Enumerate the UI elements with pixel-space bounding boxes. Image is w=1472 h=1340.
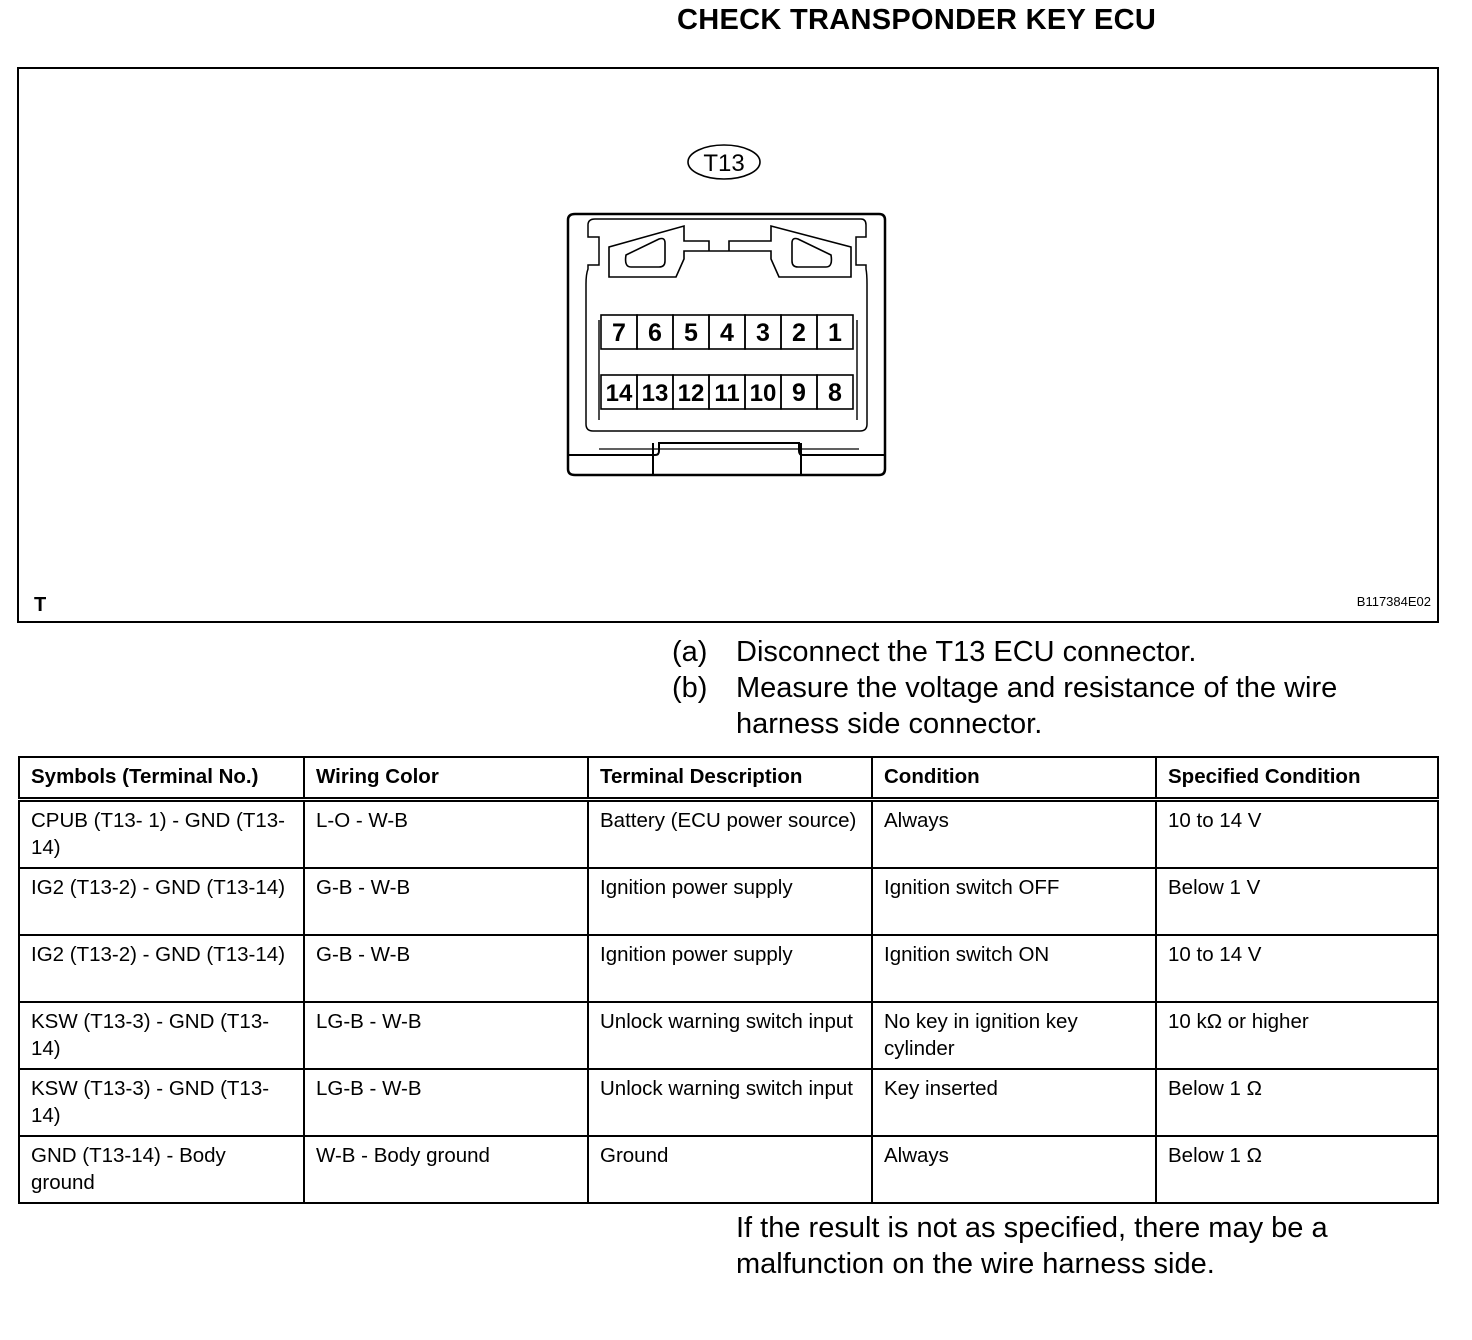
header-terminal-description: Terminal Description	[588, 757, 872, 800]
pin-number: 12	[677, 380, 705, 407]
cell-specified-condition: Below 1 Ω	[1156, 1136, 1438, 1203]
connector-figure	[17, 67, 1439, 623]
cell-terminal-description: Battery (ECU power source)	[588, 800, 872, 869]
cell-specified-condition: 10 to 14 V	[1156, 800, 1438, 869]
cell-wiring-color: G-B - W-B	[304, 868, 588, 935]
pin-number: 11	[714, 380, 740, 407]
cell-terminal-description: Unlock warning switch input	[588, 1002, 872, 1069]
cell-symbols: CPUB (T13- 1) - GND (T13- 14)	[19, 800, 304, 869]
pin-number: 5	[684, 319, 698, 347]
connector-diagram	[19, 69, 1437, 621]
procedure-steps	[672, 634, 1386, 742]
cell-specified-condition: 10 kΩ or higher	[1156, 1002, 1438, 1069]
cell-specified-condition: 10 to 14 V	[1156, 935, 1438, 1002]
cell-wiring-color: LG-B - W-B	[304, 1069, 588, 1136]
header-condition: Condition	[872, 757, 1156, 800]
pin-number: 7	[612, 319, 626, 347]
cell-symbols: KSW (T13-3) - GND (T13-14)	[19, 1002, 304, 1069]
connector-label: T13	[703, 150, 745, 177]
table-header-row	[19, 757, 1438, 800]
pin-number: 3	[756, 319, 770, 347]
pin-number: 2	[792, 319, 806, 347]
cell-condition: Always	[872, 800, 1156, 869]
cell-wiring-color: W-B - Body ground	[304, 1136, 588, 1203]
step-label: (a)	[672, 636, 708, 668]
pin-row-top	[601, 315, 853, 349]
table-row	[19, 800, 1438, 869]
specification-table	[18, 756, 1439, 1204]
table-row	[19, 1069, 1438, 1136]
cell-wiring-color: L-O - W-B	[304, 800, 588, 869]
cell-symbols: GND (T13-14) - Body ground	[19, 1136, 304, 1203]
cell-condition: Always	[872, 1136, 1156, 1203]
pin-number: 6	[648, 319, 662, 347]
latch-window-right	[792, 239, 831, 268]
cell-symbols: IG2 (T13-2) - GND (T13-14)	[19, 868, 304, 935]
cell-wiring-color: LG-B - W-B	[304, 1002, 588, 1069]
pin-number: 14	[605, 380, 633, 407]
connector-latch	[609, 226, 851, 277]
header-wiring-color: Wiring Color	[304, 757, 588, 800]
pin-number: 4	[720, 319, 734, 347]
pin-number: 13	[641, 380, 669, 407]
cell-specified-condition: Below 1 Ω	[1156, 1069, 1438, 1136]
cell-wiring-color: G-B - W-B	[304, 935, 588, 1002]
step-b	[672, 670, 1386, 742]
figure-corner-label: T	[34, 594, 47, 616]
pin-number: 9	[792, 379, 806, 407]
header-specified-condition: Specified Condition	[1156, 757, 1438, 800]
cell-terminal-description: Ignition power supply	[588, 935, 872, 1002]
cell-specified-condition: Below 1 V	[1156, 868, 1438, 935]
step-text: Measure the voltage and resistance of the wire harness side connector.	[736, 672, 1338, 740]
table-row	[19, 935, 1438, 1002]
cell-condition: No key in ignition key cylinder	[872, 1002, 1156, 1069]
table-row	[19, 868, 1438, 935]
result-note: If the result is not as specified, there may be a malfunction on the wire harness side.	[736, 1212, 1328, 1280]
cell-condition: Ignition switch ON	[872, 935, 1156, 1002]
table-row	[19, 1136, 1438, 1203]
cell-terminal-description: Unlock warning switch input	[588, 1069, 872, 1136]
cell-condition: Ignition switch OFF	[872, 868, 1156, 935]
cell-terminal-description: Ignition power supply	[588, 868, 872, 935]
pin-number: 1	[828, 319, 842, 347]
step-text: Disconnect the T13 ECU connector.	[736, 636, 1197, 668]
latch-window-left	[626, 239, 665, 268]
header-symbols: Symbols (Terminal No.)	[19, 757, 304, 800]
cell-symbols: KSW (T13-3) - GND (T13-14)	[19, 1069, 304, 1136]
pin-row-bottom	[601, 375, 853, 409]
page-title: CHECK TRANSPONDER KEY ECU	[677, 4, 1157, 36]
step-label: (b)	[672, 672, 708, 704]
pin-number: 10	[749, 380, 777, 407]
step-a	[672, 634, 1386, 670]
cell-condition: Key inserted	[872, 1069, 1156, 1136]
table-row	[19, 1002, 1438, 1069]
cell-symbols: IG2 (T13-2) - GND (T13-14)	[19, 935, 304, 1002]
figure-code: B117384E02	[1356, 594, 1431, 609]
pin-number: 8	[828, 379, 842, 407]
cell-terminal-description: Ground	[588, 1136, 872, 1203]
